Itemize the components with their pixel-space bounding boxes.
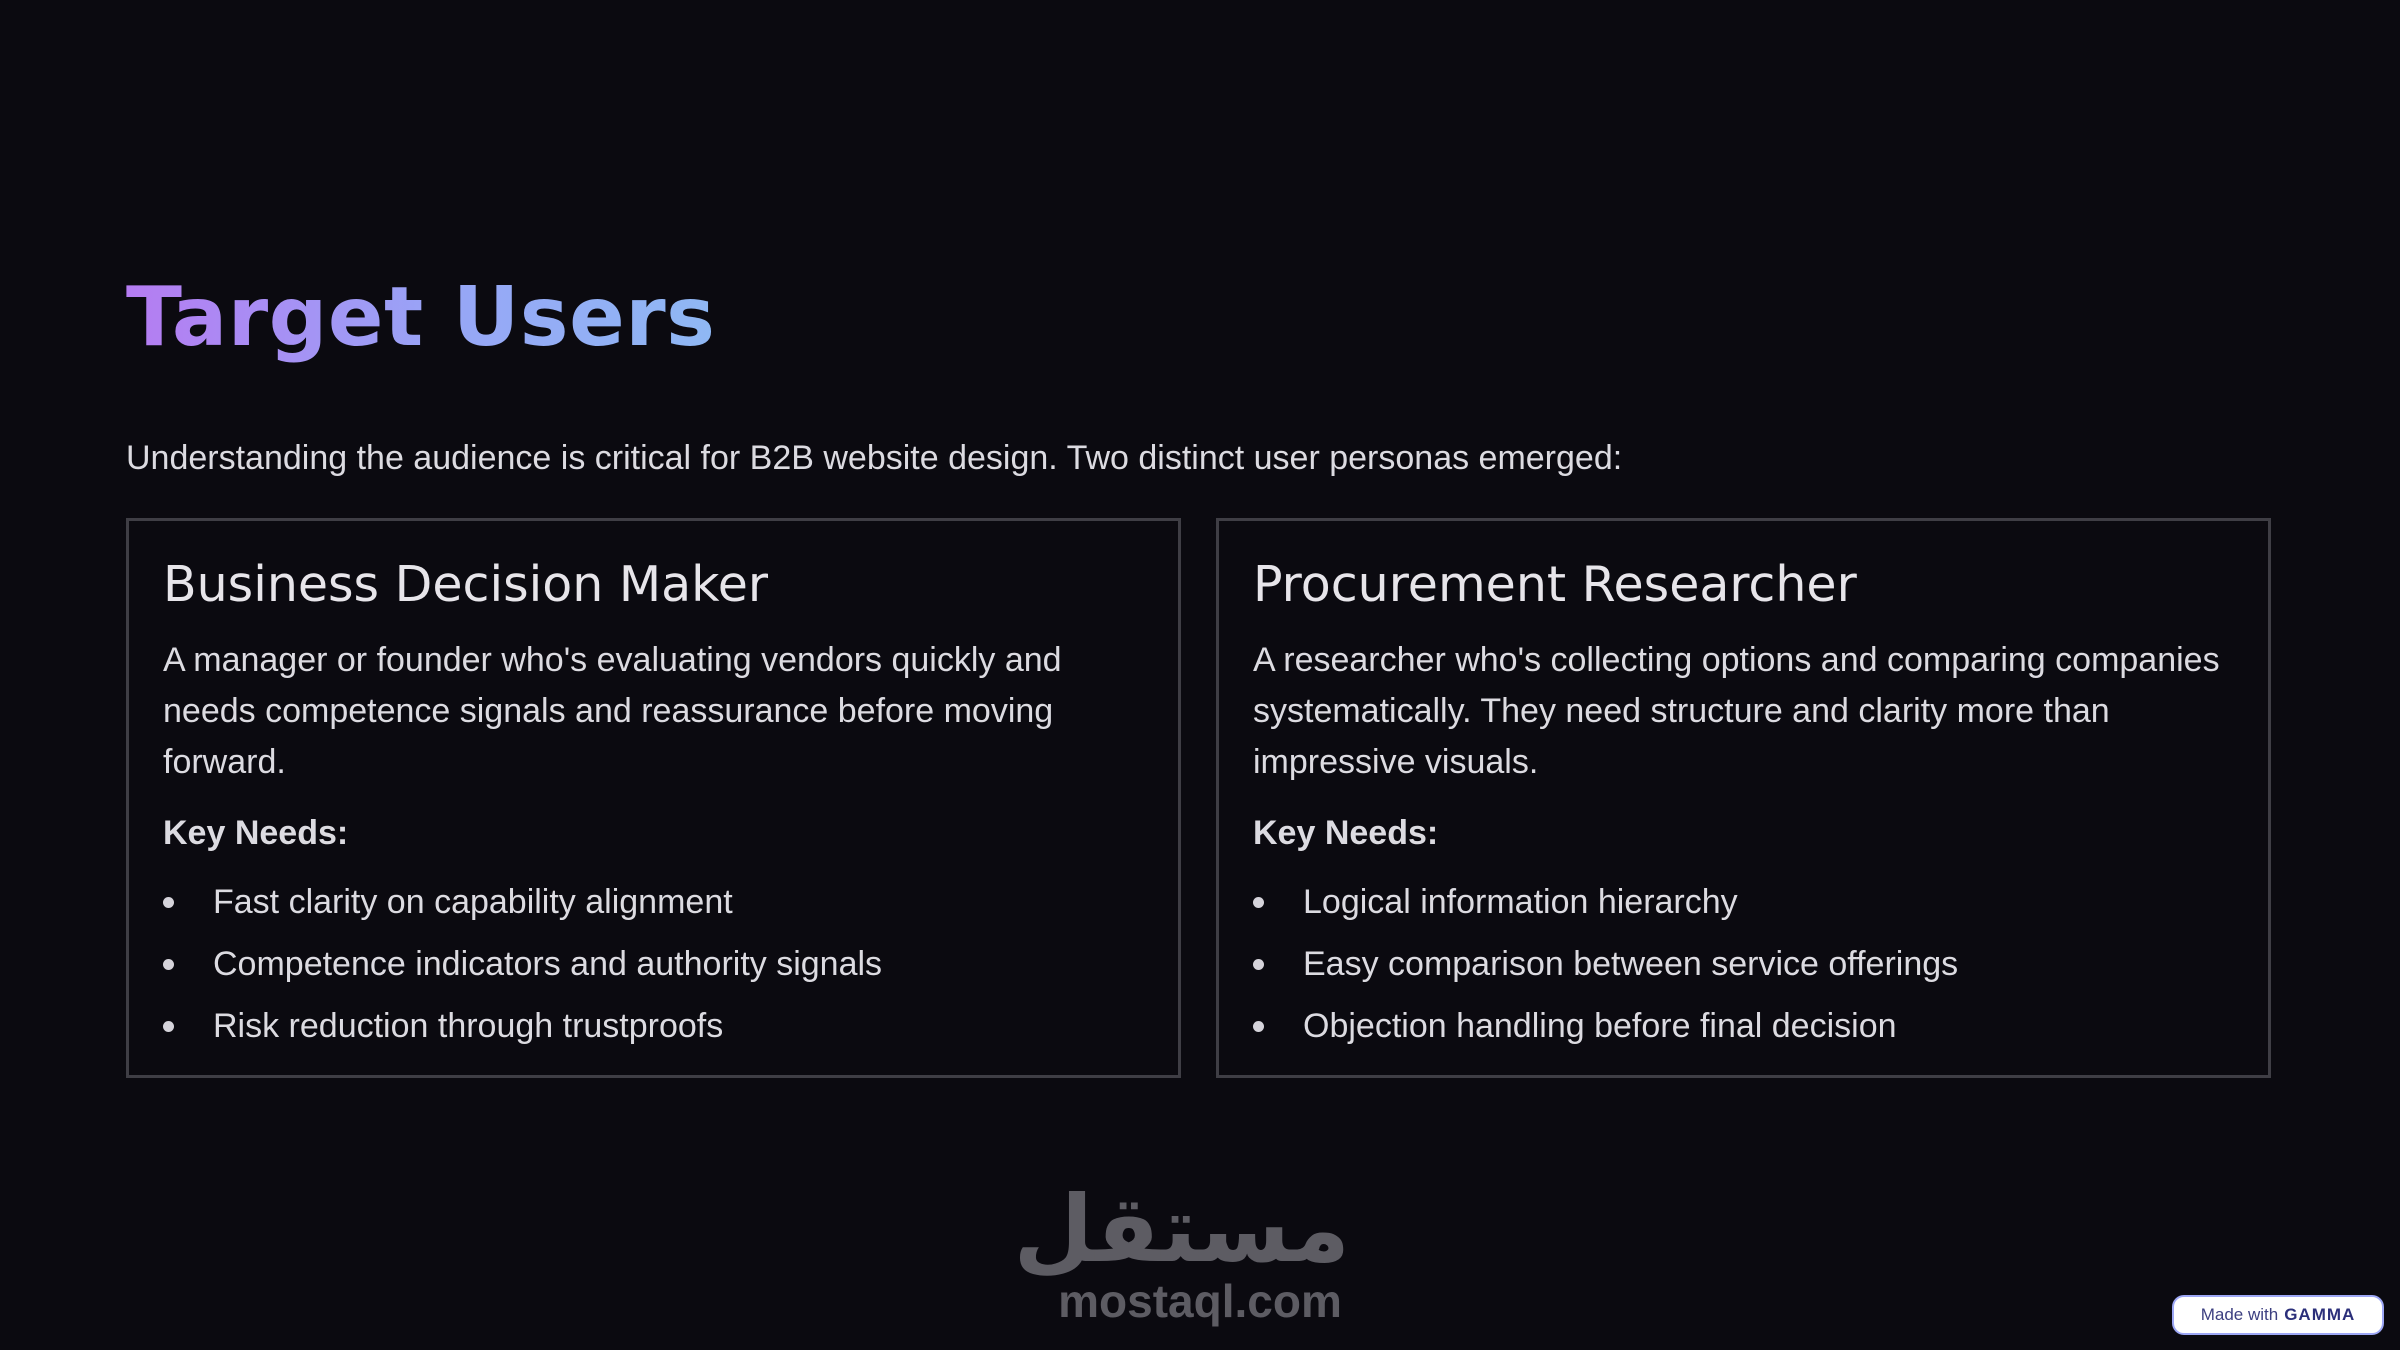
gamma-logo: GAMMA — [2284, 1305, 2356, 1324]
persona-title: Procurement Researcher — [1253, 556, 1857, 613]
bullet-icon — [163, 959, 174, 970]
needs-list — [1253, 871, 2234, 1057]
needs-list — [163, 871, 1144, 1057]
key-needs-label: Key Needs: — [163, 814, 349, 852]
watermark-domain: mostaql.com — [1058, 1275, 1342, 1327]
mostaql-watermark — [1013, 1176, 1350, 1327]
bullet-icon — [163, 1021, 174, 1032]
need-text: Competence indicators and authority signals — [213, 945, 883, 983]
list-item — [163, 995, 1144, 1057]
need-text: Risk reduction through trustproofs — [213, 1007, 724, 1045]
bullet-icon — [163, 897, 174, 908]
persona-description: A researcher who's collecting options and comparing companies systematically. They need structure and clarity more than impressive visuals. — [1253, 641, 2220, 781]
list-item — [1253, 995, 2234, 1057]
persona-description: A manager or founder who's evaluating vendors quickly and needs competence signals and reassurance before moving forward. — [163, 641, 1062, 781]
badge-prefix: Made with — [2200, 1305, 2279, 1324]
bullet-icon — [1253, 1021, 1264, 1032]
made-with-gamma-badge[interactable] — [2172, 1295, 2384, 1335]
persona-title: Business Decision Maker — [163, 556, 769, 613]
need-text: Logical information hierarchy — [1303, 883, 1738, 921]
persona-card-business-decision-maker — [126, 518, 1181, 1078]
slide-title: Target Users — [126, 268, 715, 368]
intro-text: Understanding the audience is critical for B2B website design. Two distinct user personas emerged: — [126, 439, 1623, 477]
need-text: Objection handling before final decision — [1303, 1007, 1897, 1045]
watermark-arabic-logo: مستقل — [1013, 1176, 1350, 1283]
bullet-icon — [1253, 897, 1264, 908]
list-item — [163, 933, 1144, 995]
need-text: Fast clarity on capability alignment — [213, 883, 733, 921]
bullet-icon — [1253, 959, 1264, 970]
persona-card-procurement-researcher — [1216, 518, 2271, 1078]
list-item — [1253, 871, 2234, 933]
list-item — [163, 871, 1144, 933]
list-item — [1253, 933, 2234, 995]
need-text: Easy comparison between service offerings — [1303, 945, 1959, 983]
key-needs-label: Key Needs: — [1253, 814, 1439, 852]
